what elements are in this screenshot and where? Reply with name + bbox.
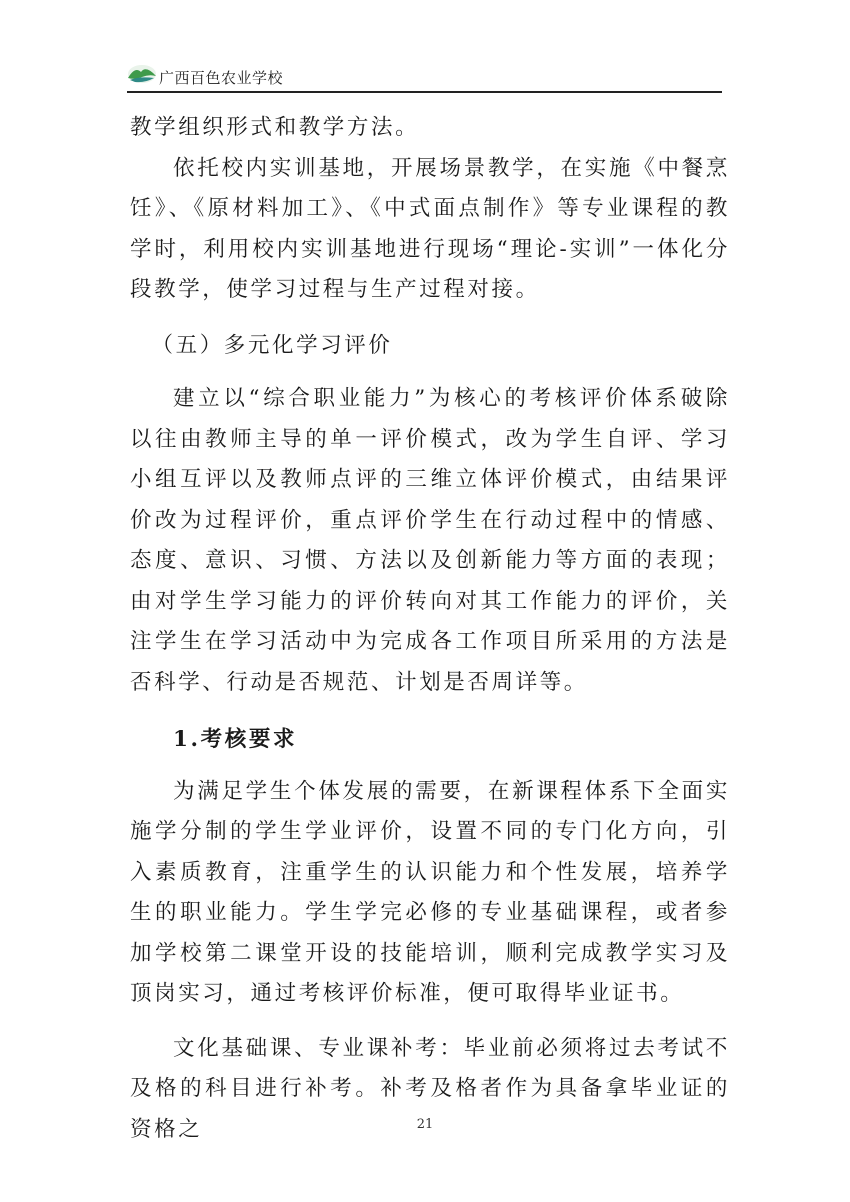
header-rule (127, 91, 722, 93)
page-number: 21 (416, 1117, 434, 1132)
paragraph: 教学组织形式和教学方法。 (130, 115, 420, 140)
document-body (130, 108, 730, 1150)
section-heading: （五）多元化学习评价 (151, 332, 393, 358)
paragraph: 建立以“综合职业能力”为核心的考核评价体系破除以往由教师主导的单一评价模式，改为学生自评、学习小组互评以及教师点评的三维立体评价模式，由结果评价改为过程评价，重点评价学生在行动过程中的情感、态度、意识、习惯、方法以及创新能力等方面的表现；由对学生学习能力的评价转向对其工作能力的评价，关注学生在学习活动中为完成各工作项目所采用的方法是否科学、行动是否规范、计划是否周详等。 (130, 386, 730, 695)
paragraph: 为满足学生个体发展的需要，在新课程体系下全面实施学分制的学生学业评价，设置不同的专门化方向，引入素质教育，注重学生的认识能力和个性发展，培养学生的职业能力。学生学完必修的专业基础课程，或者参加学校第二课堂开设的技能培训，顺利完成教学实习及顶岗实习，通过考核评价标准，便可取得毕业证书。 (130, 778, 730, 1006)
paragraph: 依托校内实训基地，开展场景教学，在实施《中餐烹饪》、《原材料加工》、《中式面点制作》等专业课程的教学时，利用校内实训基地进行现场“理论-实训”一体化分段教学，使学习过程与生产过程对接。 (130, 155, 730, 302)
sub-heading: 1.考核要求 (173, 727, 298, 752)
page-header (127, 60, 722, 93)
mountain-logo-icon (127, 62, 157, 84)
paragraph: 文化基础课、专业课补考：毕业前必须将过去考试不及格的科目进行补考。补考及格者作为具备拿毕业证的资格之 (130, 1035, 730, 1142)
school-name: 广西百色农业学校 (159, 69, 284, 87)
